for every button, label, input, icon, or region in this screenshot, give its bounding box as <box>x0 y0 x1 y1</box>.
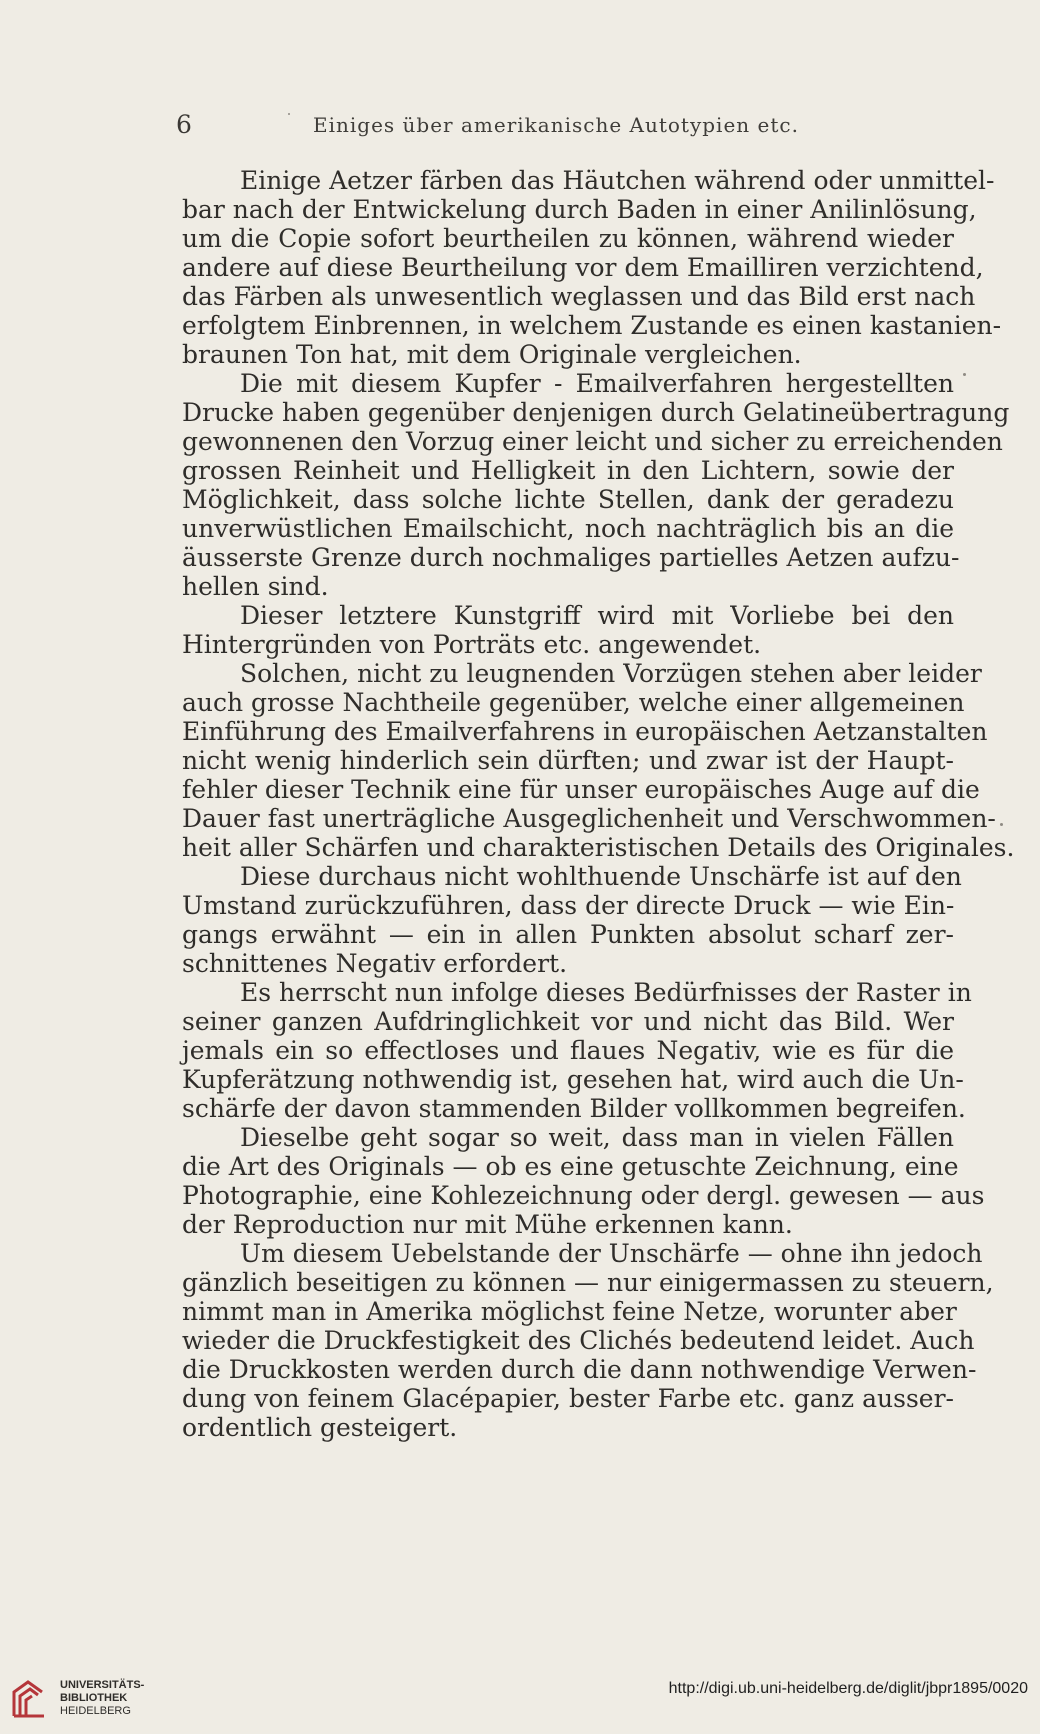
text-line: um die Copie sofort beurtheilen zu können, während wieder <box>182 224 954 253</box>
paragraph <box>182 1239 994 1442</box>
text-line: seiner ganzen Aufdringlichkeit vor und nicht das Bild. Wer <box>182 1007 954 1036</box>
library-name-line-3: HEIDELBERG <box>60 1705 131 1717</box>
text-line: Hintergründen von Porträts etc. angewendet. <box>182 630 762 659</box>
text-line: auch grosse Nachtheile gegenüber, welche einer allgemeinen <box>182 688 965 717</box>
text-line: Photographie, eine Kohlezeichnung oder dergl. gewesen — aus <box>182 1181 985 1210</box>
text-line: äusserste Grenze durch nochmaliges partielles Aetzen aufzu- <box>182 543 960 572</box>
text-line: ordentlich gesteigert. <box>182 1413 458 1442</box>
text-line: gewonnenen den Vorzug einer leicht und sicher zu erreichenden <box>182 427 1003 456</box>
text-line: dung von feinem Glacépapier, bester Farbe etc. ganz ausser- <box>182 1384 954 1413</box>
page-number: 6 <box>176 110 192 139</box>
text-line: Es herrscht nun infolge dieses Bedürfnisses der Raster in <box>240 978 972 1007</box>
text-line: Um diesem Uebelstande der Unschärfe — ohne ihn jedoch <box>240 1239 983 1268</box>
body-text <box>182 166 1015 1442</box>
text-line: gangs erwähnt — ein in allen Punkten absolut scharf zer- <box>182 920 954 949</box>
library-name-line-2: BIBLIOTHEK <box>60 1692 128 1704</box>
text-line: wieder die Druckfestigkeit des Clichés bedeutend leidet. Auch <box>182 1326 975 1355</box>
text-line: das Färben als unwesentlich weglassen und das Bild erst nach <box>182 282 976 311</box>
text-line: Dauer fast unerträgliche Ausgeglichenheit und Verschwommen- <box>182 804 996 833</box>
paragraph <box>182 369 1010 601</box>
text-line: fehler dieser Technik eine für unser europäisches Auge auf die <box>182 775 980 804</box>
text-line: Dieser letztere Kunstgriff wird mit Vorliebe bei den <box>240 601 954 630</box>
library-name <box>60 1679 144 1718</box>
text-line: schnittenes Negativ erfordert. <box>182 949 568 978</box>
paragraph <box>182 166 1002 369</box>
text-line: Umstand zurückzuführen, dass der directe Druck — wie Ein- <box>182 891 955 920</box>
running-title: Einiges über amerikanische Autotypien etc. <box>313 113 799 137</box>
footer-bar <box>0 1660 1040 1734</box>
text-line: andere auf diese Beurtheilung vor dem Emailliren verzichtend, <box>182 253 984 282</box>
text-line: Möglichkeit, dass solche lichte Stellen, dank der geradezu <box>182 485 954 514</box>
text-line: Diese durchaus nicht wohlthuende Unschärfe ist auf den <box>240 862 962 891</box>
text-line: nicht wenig hinderlich sein dürften; und zwar ist der Haupt- <box>182 746 954 775</box>
text-line: Dieselbe geht sogar so weit, dass man in vielen Fällen <box>240 1123 954 1152</box>
paragraph <box>182 659 1015 862</box>
text-line: die Druckkosten werden durch die dann nothwendige Verwen- <box>182 1355 977 1384</box>
text-line: Einführung des Emailverfahrens in europäischen Aetzanstalten <box>182 717 988 746</box>
text-line: nimmt man in Amerika möglichst feine Netze, worunter aber <box>182 1297 957 1326</box>
text-line: gänzlich beseitigen zu können — nur einigermassen zu steuern, <box>182 1268 994 1297</box>
library-logo-icon <box>10 1678 52 1720</box>
text-line: Einige Aetzer färben das Häutchen während oder unmittel- <box>240 166 995 195</box>
text-line: braunen Ton hat, mit dem Originale vergleichen. <box>182 340 802 369</box>
text-line: die Art des Originals — ob es eine getuschte Zeichnung, eine <box>182 1152 959 1181</box>
text-line: heit aller Schärfen und charakteristischen Details des Originales. <box>182 833 1015 862</box>
text-line: grossen Reinheit und Helligkeit in den Lichtern, sowie der <box>182 456 954 485</box>
text-line: Kupferätzung nothwendig ist, gesehen hat, wird auch die Un- <box>182 1065 964 1094</box>
text-line: bar nach der Entwickelung durch Baden in einer Anilinlösung, <box>182 195 977 224</box>
paper-speck <box>963 373 966 376</box>
text-line: Solchen, nicht zu leugnenden Vorzügen stehen aber leider <box>240 659 982 688</box>
paragraph <box>182 978 972 1123</box>
text-line: Drucke haben gegenüber denjenigen durch Gelatineübertragung <box>182 398 1010 427</box>
text-line: schärfe der davon stammenden Bilder vollkommen begreifen. <box>182 1094 966 1123</box>
paragraph <box>182 601 954 659</box>
text-line: der Reproduction nur mit Mühe erkennen kann. <box>182 1210 793 1239</box>
paper-speck <box>288 113 290 115</box>
page-header <box>176 110 866 140</box>
paragraph <box>182 1123 985 1239</box>
paragraph <box>182 862 962 978</box>
permalink-url[interactable]: http://digi.ub.uni-heidelberg.de/diglit/jbpr1895/0020 <box>668 1680 1028 1697</box>
text-line: jemals ein so effectloses und flaues Negativ, wie es für die <box>182 1036 954 1065</box>
text-line: Die mit diesem Kupfer - Emailverfahren hergestellten <box>240 369 954 398</box>
text-line: hellen sind. <box>182 572 329 601</box>
library-name-line-1: UNIVERSITÄTS- <box>60 1679 145 1691</box>
text-line: erfolgtem Einbrennen, in welchem Zustande es einen kastanien- <box>182 311 1002 340</box>
paper-speck <box>1000 823 1003 826</box>
text-line: unverwüstlichen Emailschicht, noch nachträglich bis an die <box>182 514 954 543</box>
